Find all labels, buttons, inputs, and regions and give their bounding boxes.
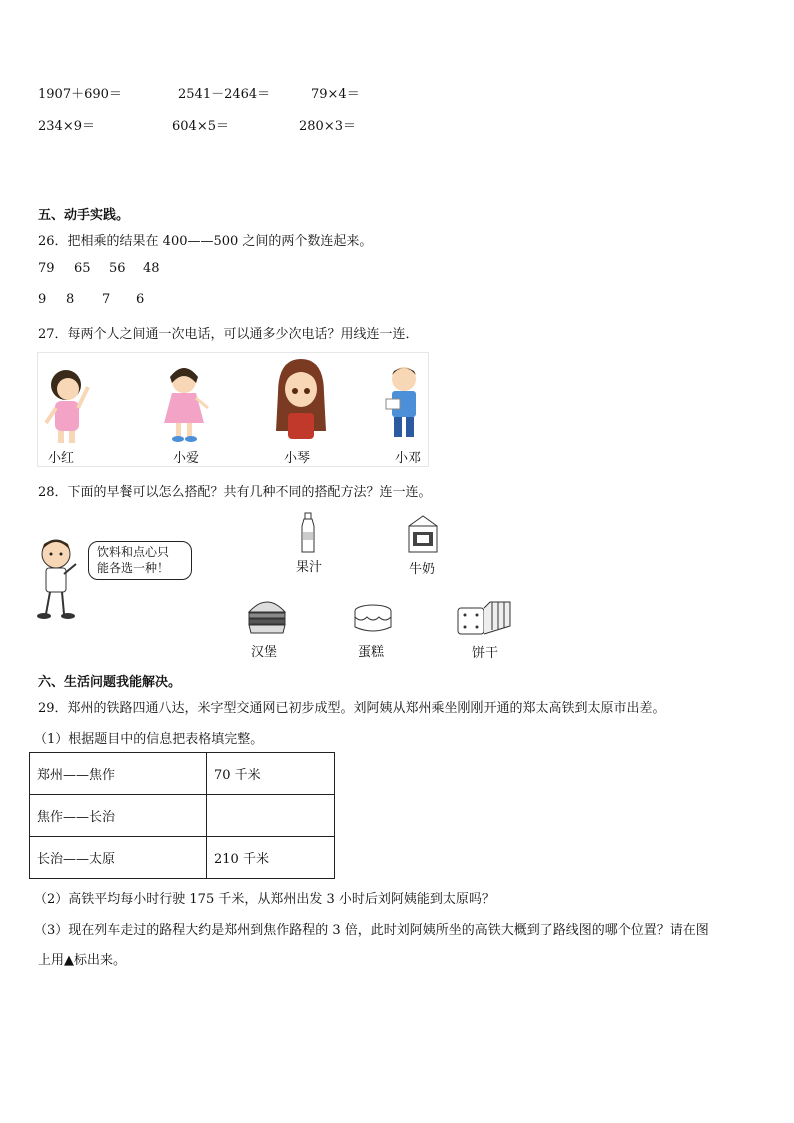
- q29-3-text-line2: 上用▲标出来。: [38, 953, 126, 968]
- distance-cell-blank[interactable]: [207, 795, 335, 837]
- calc-2-1: 234×9＝: [38, 119, 95, 134]
- juice-bottle-icon: [298, 512, 318, 554]
- q29-text: 29．郑州的铁路四通八达，米字型交通网已初步成型。刘阿姨从郑州乘坐刚刚开通的郑太高铁到太原市出差。: [38, 701, 666, 716]
- label-cake: 蛋糕: [358, 645, 385, 660]
- section6-title: 六、生活问题我能解决。: [38, 675, 182, 690]
- biscuit-icon: [456, 600, 512, 636]
- name-xiaodeng: 小邓: [395, 451, 422, 466]
- milk-carton-icon: [405, 514, 441, 554]
- table-row: [30, 753, 335, 795]
- children-illustration: [38, 353, 428, 466]
- q29-2-text: （2）高铁平均每小时行驶 175 千米，从郑州出发 3 小时后刘阿姨能到太原吗？: [34, 892, 495, 907]
- distance-table: [29, 752, 335, 879]
- child-xiaoqin-icon: [276, 359, 326, 439]
- distance-cell: 210 千米: [207, 837, 335, 879]
- route-cell: 长治——太原: [30, 837, 207, 879]
- table-row: [30, 795, 335, 837]
- q26-num-48: 48: [143, 261, 160, 276]
- child-xiaodeng-icon: [386, 367, 416, 437]
- cake-icon: [353, 603, 393, 635]
- q26-num-7: 7: [102, 292, 111, 307]
- child-xiaoai-icon: [164, 368, 208, 442]
- q28-text: 28．下面的早餐可以怎么搭配？共有几种不同的搭配方法？连一连。: [38, 485, 432, 500]
- section5-title: 五、动手实践。: [38, 208, 130, 223]
- calc-1-1: 1907＋690＝: [38, 87, 122, 102]
- q29-3-text-line1: （3）现在列车走过的路程大约是郑州到焦作路程的 3 倍，此时刘阿姨所坐的高铁大概到了路线图的哪个位置？请在图: [34, 923, 709, 938]
- label-milk: 牛奶: [409, 562, 436, 577]
- q26-num-6: 6: [136, 292, 145, 307]
- calc-2-2: 604×5＝: [172, 119, 229, 134]
- q27-text: 27．每两个人之间通一次电话，可以通多少次电话？用线连一连．: [38, 327, 419, 342]
- q27-figure: [37, 352, 429, 467]
- label-juice: 果汁: [296, 560, 323, 575]
- q29-1-text: （1）根据题目中的信息把表格填完整。: [34, 732, 264, 747]
- calc-2-3: 280×3＝: [299, 119, 356, 134]
- distance-cell: 70 千米: [207, 753, 335, 795]
- boy-thinking-icon: [34, 534, 94, 622]
- q26-num-9: 9: [38, 292, 47, 307]
- bubble-line-2: 能各选一种！: [97, 561, 170, 575]
- name-xiaoai: 小爱: [173, 451, 200, 466]
- q26-num-79: 79: [38, 261, 55, 276]
- name-xiaohong: 小红: [48, 451, 75, 466]
- route-cell: 焦作——长治: [30, 795, 207, 837]
- speech-bubble: [88, 541, 192, 580]
- child-xiaohong-icon: [46, 370, 88, 443]
- label-biscuit: 饼干: [472, 646, 499, 661]
- label-hamburger: 汉堡: [251, 645, 278, 660]
- q26-num-65: 65: [74, 261, 91, 276]
- bubble-line-1: 饮料和点心只: [97, 545, 170, 559]
- calc-1-2: 2541－2464＝: [178, 87, 271, 102]
- q26-num-8: 8: [66, 292, 75, 307]
- route-cell: 郑州——焦作: [30, 753, 207, 795]
- q26-num-56: 56: [109, 261, 126, 276]
- calc-1-3: 79×4＝: [311, 87, 360, 102]
- name-xiaoqin: 小琴: [284, 451, 311, 466]
- table-row: [30, 837, 335, 879]
- q26-text: 26．把相乘的结果在 400——500 之间的两个数连起来。: [38, 234, 373, 249]
- hamburger-icon: [246, 592, 288, 636]
